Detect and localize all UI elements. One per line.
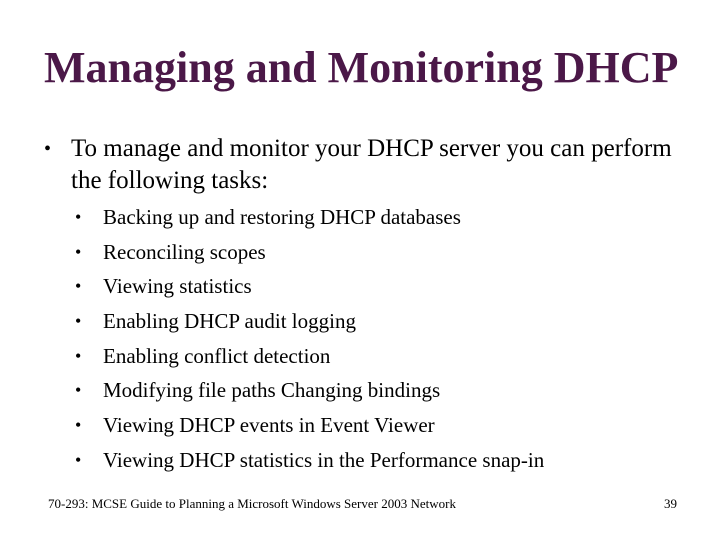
bullet-icon: • (75, 345, 82, 366)
task-item (75, 410, 695, 445)
task-text: Viewing DHCP statistics in the Performance snap-in (103, 447, 545, 472)
task-item (75, 445, 695, 480)
task-text: Enabling DHCP audit logging (103, 309, 356, 334)
task-list (75, 202, 695, 480)
main-bullet (44, 133, 684, 197)
bullet-icon: • (75, 415, 82, 436)
task-item (75, 202, 695, 237)
task-text: Viewing statistics (103, 274, 252, 299)
bullet-icon: • (75, 241, 82, 262)
task-text: Reconciling scopes (103, 239, 266, 264)
task-item (75, 375, 695, 410)
task-item (75, 341, 695, 376)
bullet-icon: • (75, 449, 82, 470)
bullet-icon: • (75, 311, 82, 332)
task-item (75, 237, 695, 272)
bullet-icon: • (44, 138, 52, 160)
bullet-icon: • (75, 207, 82, 227)
slide-title: Managing and Monitoring DHCP (44, 43, 679, 92)
task-text: Backing up and restoring DHCP databases (103, 205, 461, 229)
task-text: Enabling conflict detection (103, 343, 331, 368)
task-item (75, 271, 695, 306)
intro-text: To manage and monitor your DHCP server you can perform the following tasks: (71, 135, 672, 194)
bullet-icon: • (75, 276, 82, 297)
slide-footer: 70-293: MCSE Guide to Planning a Microsoft Windows Server 2003 Network (48, 496, 456, 511)
page-number: 39 (664, 496, 677, 511)
task-text: Modifying file paths Changing bindings (103, 378, 441, 403)
task-item (75, 306, 695, 341)
task-text: Viewing DHCP events in Event Viewer (103, 413, 435, 438)
bullet-icon: • (75, 380, 82, 401)
